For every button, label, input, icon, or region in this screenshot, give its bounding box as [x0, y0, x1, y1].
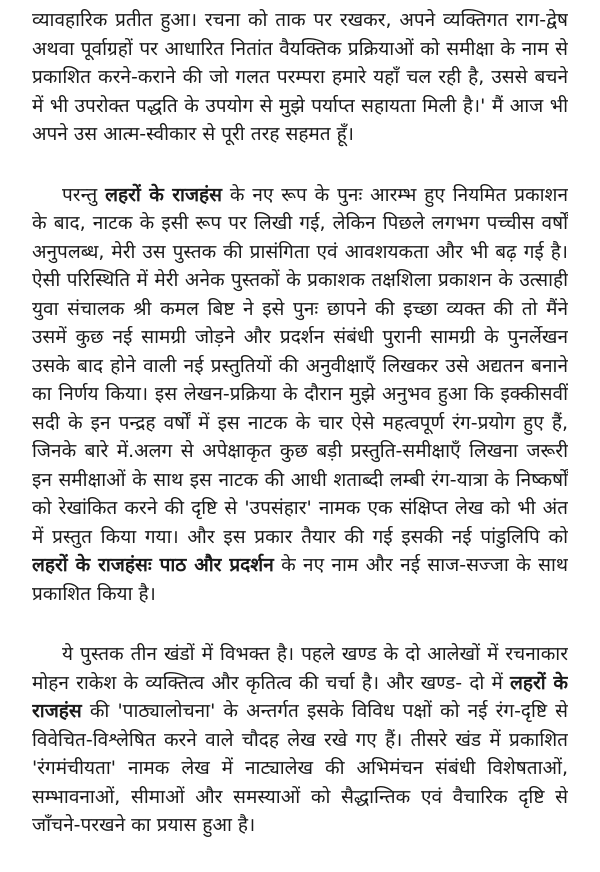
- bold-title-text: लहरों के: [510, 671, 568, 694]
- text-line: [32, 640, 568, 669]
- bold-title-text: लहरों के राजहंस: [105, 183, 222, 206]
- text-segment: में प्रस्तुत किया गया। और इस प्रकार तैयार की गई इसकी नई पांडुलिपि को: [32, 525, 568, 548]
- paragraph: [32, 6, 568, 149]
- text-line: [32, 6, 568, 35]
- text-line: [32, 209, 568, 238]
- text-segment: अपने उस आत्म-स्वीकार से पूरी तरह सहमत हूँ।: [32, 123, 354, 145]
- text-segment: में भी उपरोक्त पद्धति के उपयोग से मुझे पर्याप्त सहायता मिली है।' मैं आज भी: [32, 94, 568, 117]
- bold-title-text: लहरों के राजहंसः पाठ और प्रदर्शन: [32, 554, 274, 576]
- text-line: [32, 181, 568, 210]
- text-segment: सदी के इन पन्द्रह वर्षों में इस नाटक के चार ऐसे महत्वपूर्ण रंग-प्रयोग हुए हैं,: [32, 411, 568, 434]
- text-line: [32, 238, 568, 267]
- text-segment: ये पुस्तक तीन खंडों में विभक्त है। पहले खण्ड के दो आलेखों में रचनाकार: [62, 643, 568, 665]
- text-segment: जिनके बारे में.अलग से अपेक्षाकृत कुछ बड़ी प्रस्तुति-समीक्षाएँ लिखना जरूरी: [32, 440, 568, 462]
- text-segment: ऐसी परिस्थिति में मेरी अनेक पुस्तकों के प्रकाशक तक्षशिला प्रकाशन के उत्साही: [32, 269, 568, 291]
- text-line: [32, 466, 568, 495]
- text-segment: प्रकाशित किया है।: [32, 582, 156, 605]
- text-segment: उसके बाद होने वाली नई प्रस्तुतियों की अनुवीक्षाएँ लिखकर उसे अद्यतन बनाने: [32, 354, 568, 377]
- text-segment: की 'पाठ्यालोचना' के अन्तर्गत इसके विविध पक्षों को नई रंग-दृष्टि से: [81, 700, 568, 722]
- text-line: [32, 380, 568, 409]
- text-line: [32, 92, 568, 121]
- text-line: [32, 63, 568, 92]
- text-line: [32, 352, 568, 381]
- text-segment: 'रंगमंचीयता' नामक लेख में नाट्यालेख की अभिमंचन संबंधी विशेषताओं,: [32, 757, 568, 779]
- text-line: [32, 551, 568, 580]
- text-line: [32, 726, 568, 755]
- paragraph: [32, 640, 568, 840]
- text-line: [32, 783, 568, 812]
- text-segment: परन्तु: [62, 183, 106, 206]
- text-segment: विवेचित-विश्लेषित करने वाले चौदह लेख रखे गए हैं। तीसरे खंड में प्रकाशित: [32, 728, 568, 751]
- text-line: [32, 35, 568, 64]
- paragraph: [32, 181, 568, 609]
- text-line: [32, 437, 568, 466]
- text-line: [32, 323, 568, 352]
- text-line: [32, 494, 568, 523]
- text-segment: युवा संचालक श्री कमल बिष्ट ने इसे पुनः छापने की इच्छा व्यक्त की तो मैंने: [32, 297, 568, 320]
- text-line: [32, 697, 568, 726]
- text-line: [32, 669, 568, 698]
- text-line: [32, 523, 568, 552]
- text-line: [32, 811, 568, 840]
- text-line: [32, 266, 568, 295]
- document-page: [32, 6, 568, 872]
- text-segment: के नए नाम और नई साज-सज्जा के साथ: [273, 554, 568, 576]
- text-line: [32, 120, 568, 149]
- text-segment: उसमें कुछ नई सामग्री जोड़ने और प्रदर्शन संबंधी पुरानी सामग्री के पुनर्लेखन: [32, 326, 568, 348]
- text-segment: का निर्णय किया। इस लेखन-प्रक्रिया के दौरान मुझे अनुभव हुआ कि इक्कीसवीं: [32, 383, 568, 405]
- text-segment: मोहन राकेश के व्यक्तित्व और कृतित्व की चर्चा है। और खण्ड- दो में: [32, 671, 511, 694]
- text-segment: अथवा पूर्वाग्रहों पर आधारित नितांत वैयक्तिक प्रक्रियाओं को समीक्षा के नाम से: [32, 37, 568, 60]
- text-segment: इन समीक्षाओं के साथ इस नाटक की आधी शताब्दी लम्बी रंग-यात्रा के निष्कर्षों: [32, 468, 568, 491]
- bold-title-text: राजहंस: [32, 700, 82, 722]
- text-segment: के नए रूप के पुनः आरम्भ हुए नियमित प्रकाशन: [222, 183, 568, 206]
- text-segment: को रेखांकित करने की दृष्टि से 'उपसंहार' नामक एक संक्षिप्त लेख को भी अंत: [32, 497, 568, 519]
- text-segment: सम्भावनाओं, सीमाओं और समस्याओं को सैद्धान्तिक एवं वैचारिक दृष्टि से: [32, 785, 568, 808]
- text-segment: अनुपलब्ध, मेरी उस पुस्तक की प्रासंगिता एवं आवशयकता और भी बढ़ गई है।: [32, 240, 568, 263]
- text-line: [32, 754, 568, 783]
- text-segment: जाँचने-परखने का प्रयास हुआ है।: [32, 814, 256, 836]
- text-segment: के बाद, नाटक के इसी रूप पर लिखी गई, लेकिन पिछले लगभग पच्चीस वर्षों: [32, 212, 568, 234]
- text-line: [32, 409, 568, 438]
- text-line: [32, 580, 568, 609]
- text-segment: प्रकाशित करने-कराने की जो गलत परम्परा हमारे यहाँ चल रही है, उससे बचने: [32, 66, 568, 88]
- text-line: [32, 295, 568, 324]
- text-segment: व्यावहारिक प्रतीत हुआ। रचना को ताक पर रखकर, अपने व्यक्तिगत राग-द्वेष: [32, 9, 568, 31]
